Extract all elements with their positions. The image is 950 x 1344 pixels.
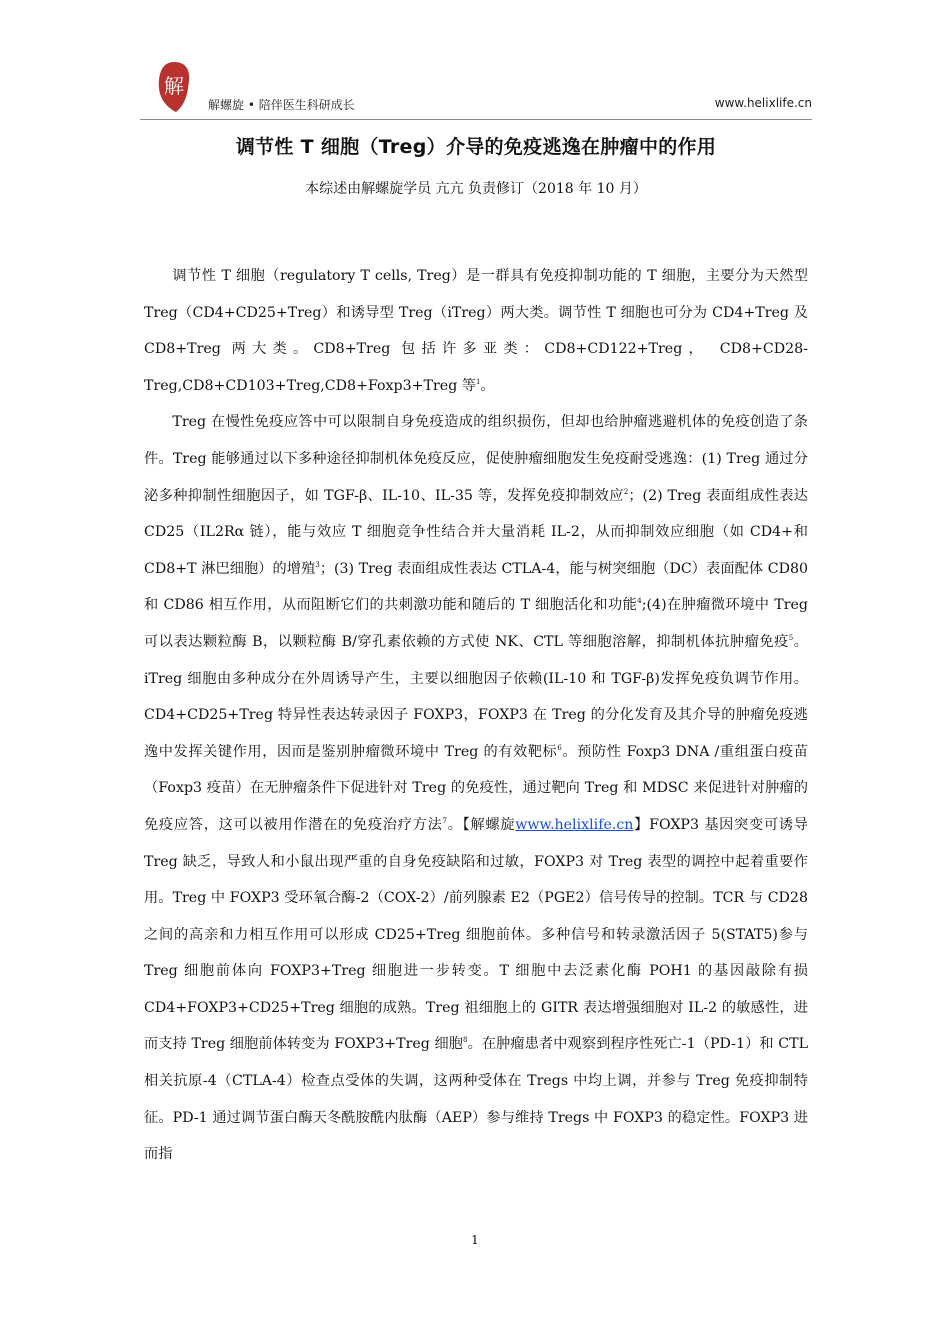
citation-7: 7 (442, 816, 447, 825)
citation-5: 5 (788, 633, 794, 642)
header-tagline: 解螺旋 • 陪伴医生科研成长 (208, 98, 355, 112)
page-title: 调节性 T 细胞（Treg）介导的免疫逃逸在肿瘤中的作用 (235, 136, 717, 158)
text-run: 。iTreg 细胞由多种成分在外周诱导产生，主要以细胞因子依赖(IL-10 和 TGF-β)发挥免疫负调节作用。CD4+CD25+Treg 特异性表达转录因子 FOXP3，FOXP3 在 Treg 的分化发育及其介导的肿瘤免疫逃逸中发挥关键作用，因而是鉴别肿瘤微环境中 Treg 的有效靶标 (144, 633, 808, 760)
paragraph-2 (144, 404, 808, 1172)
text-run: 。预防性 Foxp3 DNA /重组蛋白疫苗（Foxp3 疫苗）在无肿瘤条件下促进针对 Treg 的免疫性，通过靶向 Treg 和 MDSC 来促进针对肿瘤的免疫应答，这可以被用作潜在的免疫治疗方法 (144, 743, 808, 833)
text-run: ；(3) Treg 表面组成性表达 CTLA-4，能与树突细胞（DC）表面配体 CD80 和 CD86 相互作用，从而阻断它们的共刺激功能和随后的 T 细胞活化和功能 (144, 560, 808, 614)
text-run: 】FOXP3 基因突变可诱导 Treg 缺乏，导致人和小鼠出现严重的自身免疫缺陷和过敏，FOXP3 对 Treg 表型的调控中起着重要作用。Treg 中 FOXP3 受环氧合酶-2（COX-2）/前列腺素 E2（PGE2）信号传导的控制。TCR 与 CD28 之间的高亲和力相互作用可以形成 CD25+Treg 细胞前体。多种信号和转录激活因子 5(STAT5)参与 Treg 细胞前体向 FOXP3+Treg 细胞进一步转变。T 细胞中去泛素化酶 POH1 的基因敲除有损 CD4+FOXP3+CD25+Treg 细胞的成熟。Treg 祖细胞上的 GITR 表达增强细胞对 IL-2 的敏感性，进而支持 Treg 细胞前体转变为 FOXP3+Treg 细胞 (144, 816, 808, 1053)
svg-text:解: 解 (164, 74, 184, 98)
text-run: ;(4)在肿瘤微环境中 Treg 可以表达颗粒酶 B，以颗粒酶 B/穿孔素依赖的方式使 NK、CTL 等细胞溶解，抑制机体抗肿瘤免疫 (144, 597, 808, 650)
text-run: Treg 在慢性免疫应答中可以限制自身免疫造成的组织损伤，但却也给肿瘤逃避机体的免疫创造了条件。Treg 能够通过以下多种途径抑制机体免疫反应，促使肿瘤细胞发生免疫耐受逃逸：(1) Treg 通过分泌多种抑制性细胞因子，如 TGF-β、IL-10、IL-35 等，发挥免疫抑制效应 (144, 414, 808, 504)
text-run: 。【解螺旋 (446, 816, 516, 833)
citation-8: 8 (463, 1036, 468, 1045)
text-run: ；(2) Treg 表面组成性表达 CD25（IL2Rα 链），能与效应 T 细胞竞争性结合并大量消耗 IL-2，从而抑制效应细胞（如 CD4+和 CD8+T 淋巴细胞）的增殖 (144, 487, 808, 577)
helixlife-logo (156, 60, 192, 114)
page-header (140, 60, 812, 124)
citation-3: 3 (315, 560, 320, 569)
helixlife-link[interactable]: www.helixlife.cn (515, 816, 634, 833)
text-run: 。在肿瘤患者中观察到程序性死亡-1（PD-1）和 CTL 相关抗原-4（CTLA-4）检查点受体的失调，这两种受体在 Tregs 中均上调，并参与 Treg 免疫抑制特征。PD-1 通过调节蛋白酶天冬酰胺酰内肽酶（AEP）参与维持 Tregs 中 FOXP3 的稳定性。FOXP3 进而指 (144, 1036, 808, 1163)
page-number: 1 (471, 1233, 479, 1247)
article-body (144, 258, 808, 1173)
citation-2: 2 (623, 487, 629, 496)
text-run: 调节性 T 细胞（regulatory T cells, Treg）是一群具有免疫抑制功能的 T 细胞，主要分为天然型 Treg（CD4+CD25+Treg）和诱导型 Treg（iTreg）两大类。调节性 T 细胞也可分为 CD4+Treg 及 CD8+Treg 两大类。CD8+Treg 包括许多亚类：CD8+CD122+Treg， CD8+CD28-Treg,CD8+CD103+Treg,CD8+Foxp3+Treg 等 (144, 268, 808, 394)
page-subtitle: 本综述由解螺旋学员 亢亢 负责修订（2018 年 10 月） (305, 181, 647, 197)
citation-4: 4 (637, 597, 642, 606)
header-website[interactable]: www.helixlife.cn (714, 96, 812, 110)
text-run: 。 (480, 377, 495, 394)
header-divider (140, 119, 812, 120)
paragraph-1 (144, 258, 808, 404)
citation-6: 6 (557, 743, 562, 752)
citation-1: 1 (475, 377, 481, 386)
